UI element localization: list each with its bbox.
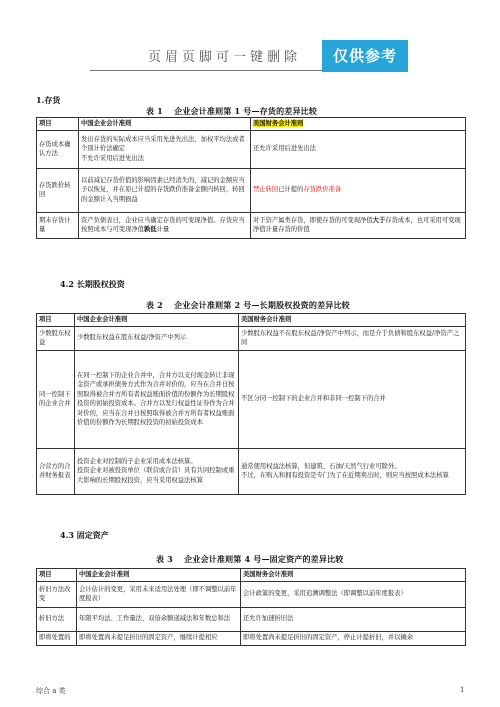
table2-equity-comparison [36,313,466,495]
row-cn: 即将处置尚未提足折旧的固定资产，继续计提相应 [77,631,241,645]
row-us: 会计政策的变更，采用追溯调整法（即调整以前年度报表） [241,581,466,607]
row-item: 期末存货计量 [37,212,79,238]
row-item: 合营方的合并财务报表 [37,448,75,494]
table-row [37,448,466,494]
plain-text: 资产负债表日，企业应当确定存货的可变现净值。存货应当按照成本与可变现净值 [81,216,245,233]
banner-divider [90,70,326,71]
section-heading-fixed-assets: 4.3 固定资产 [60,530,109,540]
plain-text: 已计提的 [278,186,304,194]
row-us: 还允许采用后进先出法 [251,130,466,168]
plain-text: 计量 [156,226,170,233]
column-header-cn: 中国企业会计准则 [75,314,239,327]
section-heading-long-term-equity: 4.2 长期股权投资 [60,279,125,289]
table-row [37,212,466,238]
highlighted-header-text: 美国财务会计准则 [253,120,304,127]
column-header-item: 项目 [37,569,77,582]
table-row [37,607,466,631]
row-item: 存货成本确认方法 [37,130,79,168]
row-cn: 发出存货的实际成本应当采用先进先出法、加权平均法或者个别计价法确定 不允许采用后进先出法 [79,130,251,168]
section-heading-inventory: 1.存货 [36,95,61,105]
row-cn: 年限平均法、工作量法、双倍余额递减法和年数总和法 [77,607,241,631]
table-header-row [37,314,466,327]
row-us [251,212,466,238]
row-cn: 会计估计的变更，采用未来适用法处理（即不调整以前年度报表） [77,581,241,607]
page-number: 1 [460,686,465,694]
row-us: 通常使用权益法核算，但建筑、石油/天然气行业可除外。 不过，在购入和拥有投资是专门为了在近期卖出时，则应当按照成本法核算 [239,448,466,494]
table-header-row [37,569,466,582]
row-item: 折旧方法改变 [37,581,77,607]
reference-only-badge: 仅供参考 [322,40,408,72]
red-text: 禁止转回 [253,186,279,194]
column-header-item: 项目 [37,118,79,131]
banner-title: 页眉页脚可一键删除 [148,50,302,65]
row-us [251,168,466,212]
table-row [37,168,466,212]
table-row [37,130,466,168]
table1-inventory-comparison [36,117,466,239]
table3-fixed-assets-comparison [36,568,466,646]
row-item: 即将处置的 [37,631,77,645]
row-cn: 少数股东权益在股东权益/净资产中列示 [75,326,239,350]
column-header-item: 项目 [37,314,75,327]
table1-title: 表 1 企业会计准则第 1 号—存货的差异比较 [146,106,318,116]
bold-text: 大于 [372,216,386,224]
row-item: 少数股东权益 [37,326,75,350]
column-header-us [251,118,466,131]
row-item: 折旧方法 [37,607,77,631]
table3-title: 表 3 企业会计准则第 4 号—固定资产的差异比较 [156,554,344,564]
row-item: 同一控制下的企业合并 [37,350,75,448]
row-us: 即将处置尚未提足折旧的固定资产，停止计提折旧，并以摊余 [241,631,466,645]
column-header-us: 美国财务会计准则 [241,569,466,582]
row-us: 少数股东权益不在股东权益/净资产中列示，而是介于负债和股东权益/净资产之间 [239,326,466,350]
bold-text: 孰低 [143,226,157,233]
footer-category: 综合 a 类 [36,687,66,695]
table-row [37,326,466,350]
plain-text: 对于资产属类存货，即使存货的可变现净值 [253,216,373,224]
row-cn: 以前减记存货价值的影响因素已经消失的，减记的金额应当予以恢复，并在原已计提的存货跌价准备金额内转回，转回的金额计入当期损益 [79,168,251,212]
red-text: 存货跌价准备 [303,186,342,194]
row-us: 还允许加速折旧法 [241,607,466,631]
row-cn: 在同一控制下的企业合并中，合并方以支付现金转让非现金资产或承担债务方式作为合并对价的，应当在合并日按照取得被合并方所有者权益账面价值的份额作为长期股权投资的初始投资成本。合并方以发行权益性证券作为合并对价的，应当在合并日按照取得被合并方所有者权益账面价值的份额作为长期股权投资的初始投资成本 [75,350,239,448]
table-row [37,350,466,448]
row-item: 存货跌价转回 [37,168,79,212]
column-header-cn: 中国企业会计准则 [79,118,251,131]
row-cn: 投资企业对控制的子企业采用成本法核算。 投资企业对被投资单位（联营或合营）具有共同控制或重大影响的长期股权投资，应当采用权益法核算 [75,448,239,494]
plain-text: 存货成本，也可采用可变现净值计量存货的价值 [253,216,461,233]
column-header-us: 美国财务会计准则 [239,314,466,327]
row-cn [79,212,251,238]
column-header-cn: 中国企业会计准则 [77,569,241,582]
header-banner [0,0,500,76]
table2-title: 表 2 企业会计准则第 2 号—长期股权投资的差异比较 [146,300,350,310]
row-us: 不区分同一控制下的企业合并和非同一控制下的合并 [239,350,466,448]
table-row [37,631,466,645]
table-header-row [37,118,466,131]
table-row [37,581,466,607]
